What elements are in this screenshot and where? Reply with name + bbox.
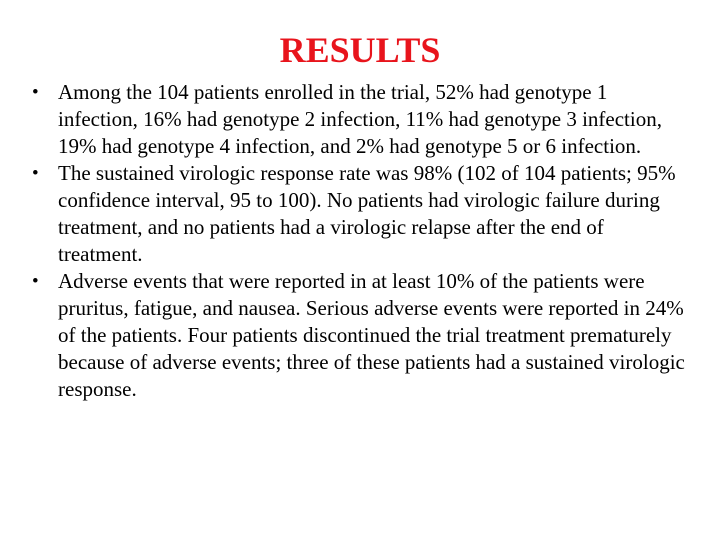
bullet-icon: • [32,82,39,103]
bullet-text: The sustained virologic response rate was 98% (102 of 104 patients; 95% confidence interval, 95 to 100). No patients had virologic failure during treatment, and no patients had a virologic relapse after the end of treatment. [58,161,676,266]
bullet-icon: • [32,271,39,292]
bullet-item [30,160,690,268]
bullet-icon: • [32,163,39,184]
bullet-list [30,79,690,403]
bullet-text: Adverse events that were reported in at least 10% of the patients were pruritus, fatigue, and nausea. Serious adverse events were reported in 24% of the patients. Four patients discontinued the trial treatment prematurely because of adverse events; three of these patients had a sustained virologic response. [58,269,685,401]
bullet-item [30,79,690,160]
slide-title: RESULTS [279,30,441,70]
bullet-text: Among the 104 patients enrolled in the trial, 52% had genotype 1 infection, 16% had genotype 2 infection, 11% had genotype 3 infection, 19% had genotype 4 infection, and 2% had genotype 5 or 6 infection. [58,80,662,158]
bullet-item [30,268,690,403]
